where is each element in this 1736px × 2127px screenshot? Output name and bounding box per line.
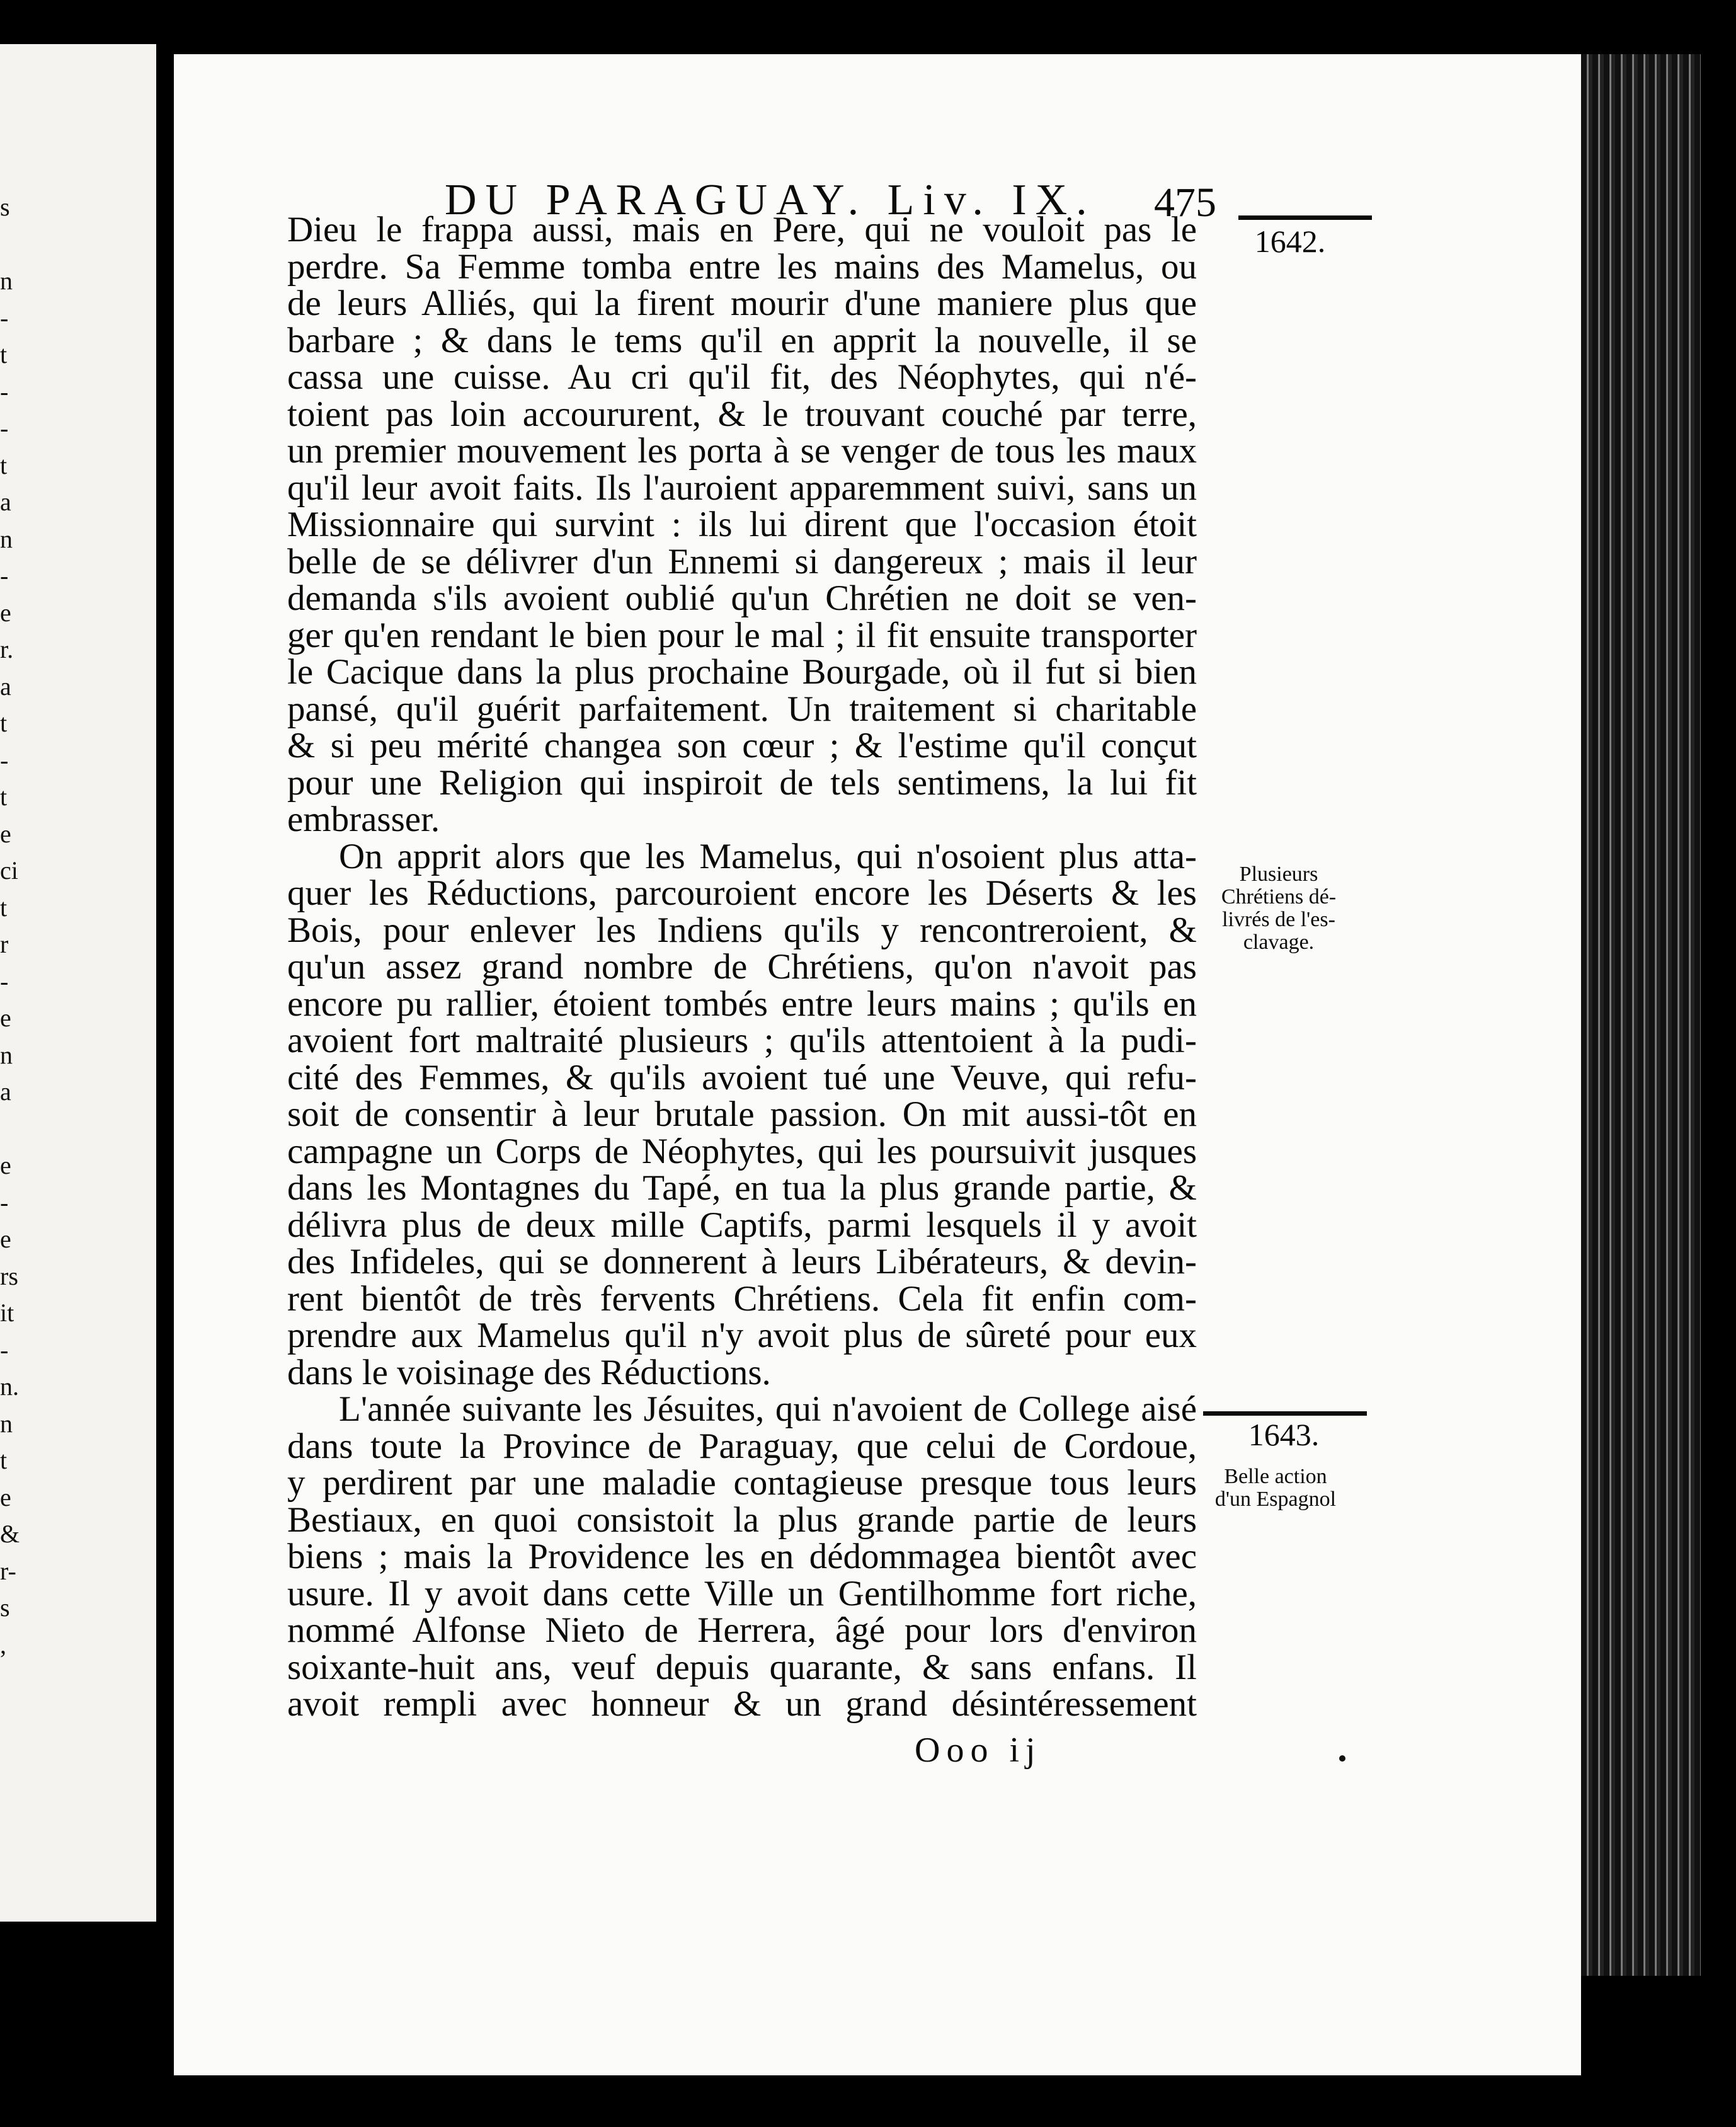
facing-page-fragment: s bbox=[0, 1593, 10, 1622]
facing-page-fragment: a bbox=[0, 1077, 11, 1106]
text-line: barbare ; & dans le tems qu'il en apprit la nouvelle, il se bbox=[287, 320, 1197, 360]
paragraph bbox=[287, 212, 1197, 839]
facing-page-fragment bbox=[0, 226, 25, 263]
book-page-edges bbox=[1581, 54, 1701, 1976]
text-line: On apprit alors que les Mamelus, qui n'osoient plus atta- bbox=[339, 836, 1197, 876]
margin-note-line: Plusieurs bbox=[1239, 863, 1318, 886]
facing-page-fragment: t bbox=[0, 340, 8, 369]
paragraph bbox=[287, 1391, 1197, 1723]
text-line: campagne un Corps de Néophytes, qui les poursuivit jusques bbox=[287, 1131, 1197, 1171]
text-line: encore pu rallier, étoient tombés entre leurs mains ; qu'ils en bbox=[287, 983, 1197, 1024]
text-line: un premier mouvement les porta à se venger de tous les maux bbox=[287, 431, 1197, 471]
margin-note-spaniard-action bbox=[1191, 1465, 1361, 1511]
facing-page-fragment: e bbox=[0, 1151, 11, 1179]
facing-page-fragment: - bbox=[0, 303, 9, 332]
running-head: DU PARAGUAY. Liv. IX. bbox=[445, 176, 1096, 224]
text-line: qu'un assez grand nombre de Chrétiens, qu'on n'avoit pas bbox=[287, 947, 1197, 987]
facing-page-fragment: , bbox=[0, 1630, 6, 1659]
text-line: Bestiaux, en quoi consistoit la plus grande partie de leurs bbox=[287, 1499, 1197, 1540]
facing-page-fragment: t bbox=[0, 450, 8, 479]
signature-mark: Ooo ij bbox=[915, 1731, 1042, 1770]
facing-page-fragment: s bbox=[0, 193, 10, 221]
facing-page-fragment: n bbox=[0, 1040, 13, 1069]
facing-page-fragment: - bbox=[0, 1188, 9, 1217]
facing-page-fragment: - bbox=[0, 1335, 9, 1364]
facing-page-fragment: e bbox=[0, 598, 11, 627]
text-line: le Cacique dans la plus prochaine Bourgade, où il fut si bien bbox=[287, 652, 1197, 692]
facing-page-fragment: - bbox=[0, 966, 9, 995]
text-line: dans le voisinage des Réductions. bbox=[287, 1352, 771, 1392]
facing-page-fragment: t bbox=[0, 709, 8, 737]
text-line: qu'il leur avoit faits. Ils l'auroient apparemment suivi, sans un bbox=[287, 467, 1197, 508]
margin-note-liberated-christians bbox=[1194, 863, 1363, 954]
text-line: avoient fort maltraité plusieurs ; qu'ils attentoient à la pudi- bbox=[287, 1021, 1197, 1060]
text-line: rent bientôt de très fervents Chrétiens. Cela fit enfin com- bbox=[287, 1278, 1197, 1319]
text-line: demanda s'ils avoient oublié qu'un Chrétien ne doit se ven- bbox=[287, 578, 1197, 618]
facing-page-fragment: t bbox=[0, 893, 8, 922]
facing-page-fragment: ci bbox=[0, 856, 18, 885]
text-line: quer les Réductions, parcouroient encore les Déserts & les bbox=[287, 873, 1197, 913]
text-line: y perdirent par une maladie contagieuse presque tous leurs bbox=[287, 1463, 1197, 1503]
facing-page-text-fragments bbox=[0, 189, 25, 1663]
paragraph bbox=[287, 836, 1197, 1392]
facing-page-fragment: - bbox=[0, 561, 9, 590]
text-line: Bois, pour enlever les Indiens qu'ils y rencontreroient, & bbox=[287, 910, 1197, 950]
text-line: & si peu mérité changea son cœur ; & l'estime qu'il conçut bbox=[287, 726, 1197, 765]
facing-page-fragment: e bbox=[0, 1225, 11, 1253]
ink-dot bbox=[1339, 1755, 1345, 1762]
margin-year-1642: 1642. bbox=[1254, 224, 1326, 259]
text-line: de leurs Alliés, qui la firent mourir d'une maniere plus que bbox=[287, 284, 1197, 323]
text-line: Dieu le frappa aussi, mais en Pere, qui ne vouloit pas le bbox=[287, 210, 1197, 249]
facing-page-fragment: r bbox=[0, 930, 9, 958]
text-line: ger qu'en rendant le bien pour le mal ; il fit ensuite transporter bbox=[287, 615, 1197, 655]
facing-page-fragment: n bbox=[0, 524, 13, 553]
page-number: 475 bbox=[1154, 180, 1216, 226]
body-text bbox=[287, 212, 1197, 1723]
margin-note-line: clavage. bbox=[1243, 931, 1315, 954]
facing-page-fragment: r. bbox=[0, 635, 14, 663]
margin-note-line: livrés de l'es- bbox=[1222, 908, 1335, 931]
facing-page-fragment: n bbox=[0, 267, 13, 295]
text-line: nommé Alfonse Nieto de Herrera, âgé pour lors d'environ bbox=[287, 1610, 1197, 1650]
book-page bbox=[174, 54, 1581, 2075]
text-line: pansé, qu'il guérit parfaitement. Un traitement si charitable bbox=[287, 689, 1197, 729]
text-line: L'année suivante les Jésuites, qui n'avoient de College aisé bbox=[339, 1389, 1197, 1429]
text-line: soit de consentir à leur brutale passion. On mit aussi-tôt en bbox=[287, 1094, 1197, 1134]
facing-page-fragment: - bbox=[0, 377, 9, 406]
margin-year-1643: 1643. bbox=[1248, 1417, 1320, 1452]
text-line: délivra plus de deux mille Captifs, parmi lesquels il y avoit bbox=[287, 1205, 1197, 1245]
facing-page-fragment: - bbox=[0, 745, 9, 774]
margin-rule-middle bbox=[1203, 1411, 1367, 1416]
facing-page-fragment: a bbox=[0, 672, 11, 701]
facing-page-fragment: n. bbox=[0, 1372, 19, 1401]
text-line: usure. Il y avoit dans cette Ville un Gentilhomme fort riche, bbox=[287, 1573, 1197, 1614]
text-line: avoit rempli avec honneur & un grand désintéressement bbox=[287, 1684, 1197, 1724]
facing-page-fragment: t bbox=[0, 783, 8, 811]
text-line: perdre. Sa Femme tomba entre les mains des Mamelus, ou bbox=[287, 246, 1197, 287]
text-line: dans toute la Province de Paraguay, que celui de Cordoue, bbox=[287, 1426, 1197, 1466]
facing-page-fragment bbox=[0, 1111, 25, 1148]
text-line: cité des Femmes, & qu'ils avoient tué une Veuve, qui refu- bbox=[287, 1057, 1197, 1098]
text-line: Missionnaire qui survint : ils lui dirent que l'occasion étoit bbox=[287, 505, 1197, 544]
text-line: toient pas loin accoururent, & le trouvant couché par terre, bbox=[287, 394, 1197, 434]
facing-page-fragment: - bbox=[0, 414, 9, 442]
facing-page-fragment: a bbox=[0, 488, 11, 516]
facing-page-fragment: rs bbox=[0, 1261, 18, 1290]
facing-page-fragment: e bbox=[0, 1482, 11, 1511]
facing-page-fragment: n bbox=[0, 1409, 13, 1438]
text-line: biens ; mais la Providence les en dédommagea bientôt avec bbox=[287, 1537, 1197, 1576]
text-line: prendre aux Mamelus qu'il n'y avoit plus de sûreté pour eux bbox=[287, 1316, 1197, 1355]
facing-page-fragment: t bbox=[0, 1446, 8, 1474]
text-line: soixante-huit ans, veuf depuis quarante, & sans enfans. Il bbox=[287, 1647, 1197, 1687]
text-line: pour une Religion qui inspiroit de tels sentimens, la lui fit bbox=[287, 762, 1197, 803]
text-line: des Infideles, qui se donnerent à leurs Libérateurs, & devin- bbox=[287, 1242, 1197, 1281]
margin-rule-top bbox=[1238, 215, 1372, 220]
text-line: belle de se délivrer d'un Ennemi si dangereux ; mais il leur bbox=[287, 541, 1197, 582]
text-line: cassa une cuisse. Au cri qu'il fit, des Néophytes, qui n'é- bbox=[287, 357, 1197, 397]
text-line: embrasser. bbox=[287, 800, 440, 839]
margin-note-line: d'un Espagnol bbox=[1214, 1488, 1337, 1511]
facing-page-fragment: e bbox=[0, 1004, 11, 1032]
facing-page-fragment: e bbox=[0, 819, 11, 848]
text-line: dans les Montagnes du Tapé, en tua la plus grande partie, & bbox=[287, 1168, 1197, 1208]
facing-page-fragment: r- bbox=[0, 1556, 16, 1585]
facing-page-fragment: it bbox=[0, 1299, 14, 1327]
margin-note-line: Chrétiens dé- bbox=[1221, 885, 1337, 909]
facing-page-fragment: & bbox=[0, 1520, 20, 1548]
margin-note-line: Belle action bbox=[1224, 1465, 1327, 1488]
